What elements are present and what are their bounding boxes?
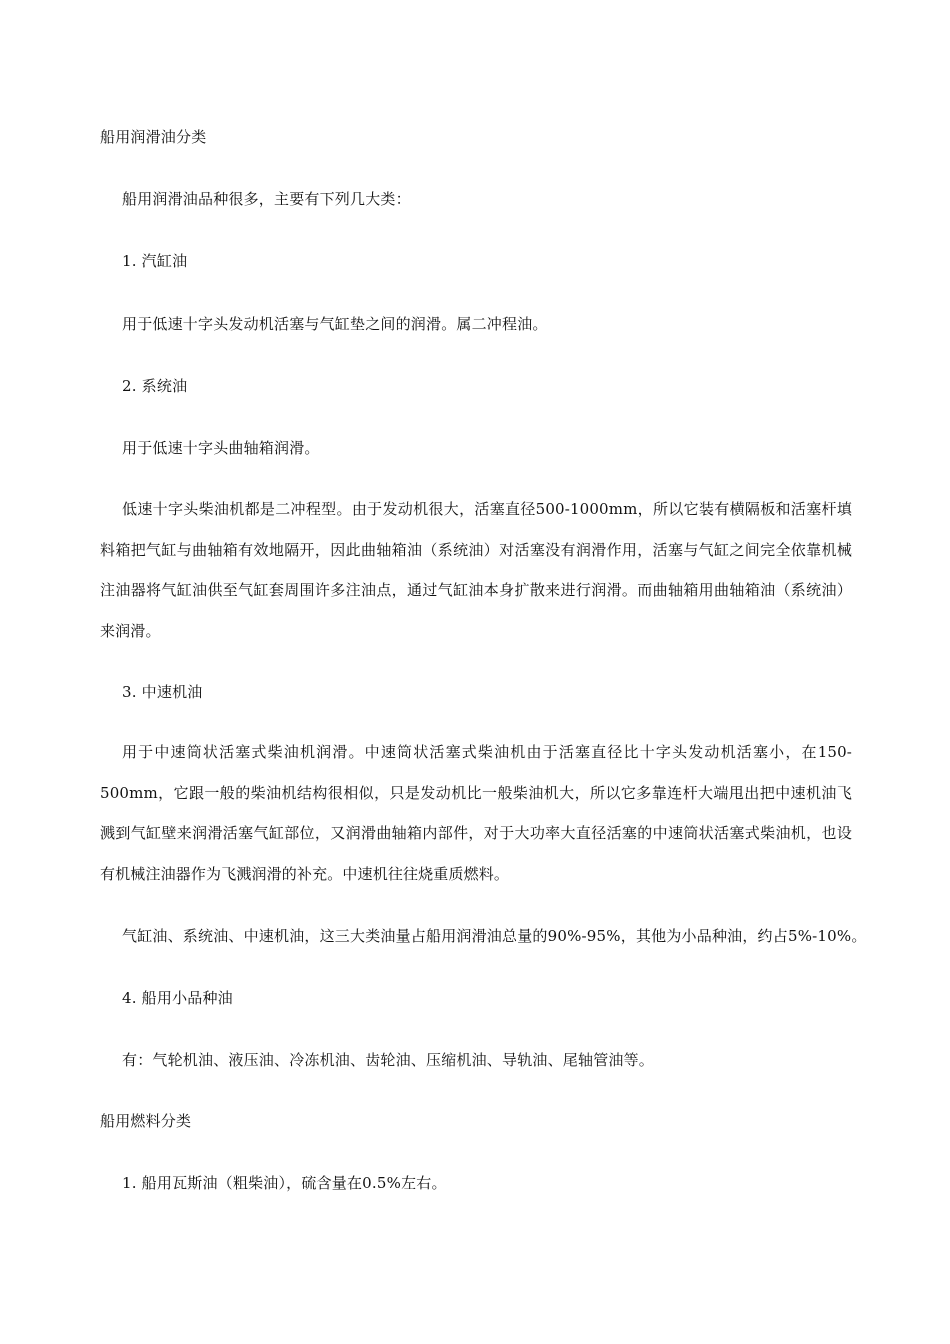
paragraph-system-oil-detail: 低速十字头柴油机都是二冲程型。由于发动机很大，活塞直径500-1000mm，所以它装有横隔板和活塞杆填料箱把气缸与曲轴箱有效地隔开，因此曲轴箱油（系统油）对活塞没有润滑作用，活塞与气缸之间完全依靠机械注油器将气缸油供至气缸套周围许多注油点，通过气缸油本身扩散来进行润滑。而曲轴箱用曲轴箱油（系统油）来润滑。	[100, 500, 852, 640]
item-heading-system-oil: 2. 系统油	[122, 377, 188, 395]
section-title-fuels: 船用燃料分类	[100, 1112, 192, 1130]
paragraph-oil-share: 气缸油、系统油、中速机油，这三大类油量占船用润滑油总量的90%-95%，其他为小品种油，约占5%-10%。	[122, 927, 867, 945]
item-heading-cylinder-oil: 1. 汽缸油	[122, 252, 188, 270]
item-heading-medium-speed-oil: 3. 中速机油	[122, 683, 203, 701]
item-heading-minor-oils: 4. 船用小品种油	[122, 989, 233, 1007]
paragraph-minor-oils: 有：气轮机油、液压油、冷冻机油、齿轮油、压缩机油、导轨油、尾轴管油等。	[122, 1051, 655, 1069]
paragraph-cylinder-oil: 用于低速十字头发动机活塞与气缸垫之间的润滑。属二冲程油。	[122, 315, 548, 333]
section-intro: 船用润滑油品种很多，主要有下列几大类：	[122, 190, 411, 208]
paragraph-medium-speed-oil: 用于中速筒状活塞式柴油机润滑。中速筒状活塞式柴油机由于活塞直径比十字头发动机活塞小，在150-500mm，它跟一般的柴油机结构很相似，只是发动机比一般柴油机大，所以它多靠连杆大端甩出把中速机油飞溅到气缸壁来润滑活塞气缸部位，又润滑曲轴箱内部件，对于大功率大直径活塞的中速筒状活塞式柴油机，也设有机械注油器作为飞溅润滑的补充。中速机往往烧重质燃料。	[100, 743, 852, 883]
item-heading-marine-gas-oil: 1. 船用瓦斯油（粗柴油），硫含量在0.5%左右。	[122, 1174, 447, 1192]
section-title-lubricants: 船用润滑油分类	[100, 128, 207, 146]
paragraph-system-oil: 用于低速十字头曲轴箱润滑。	[122, 439, 320, 457]
